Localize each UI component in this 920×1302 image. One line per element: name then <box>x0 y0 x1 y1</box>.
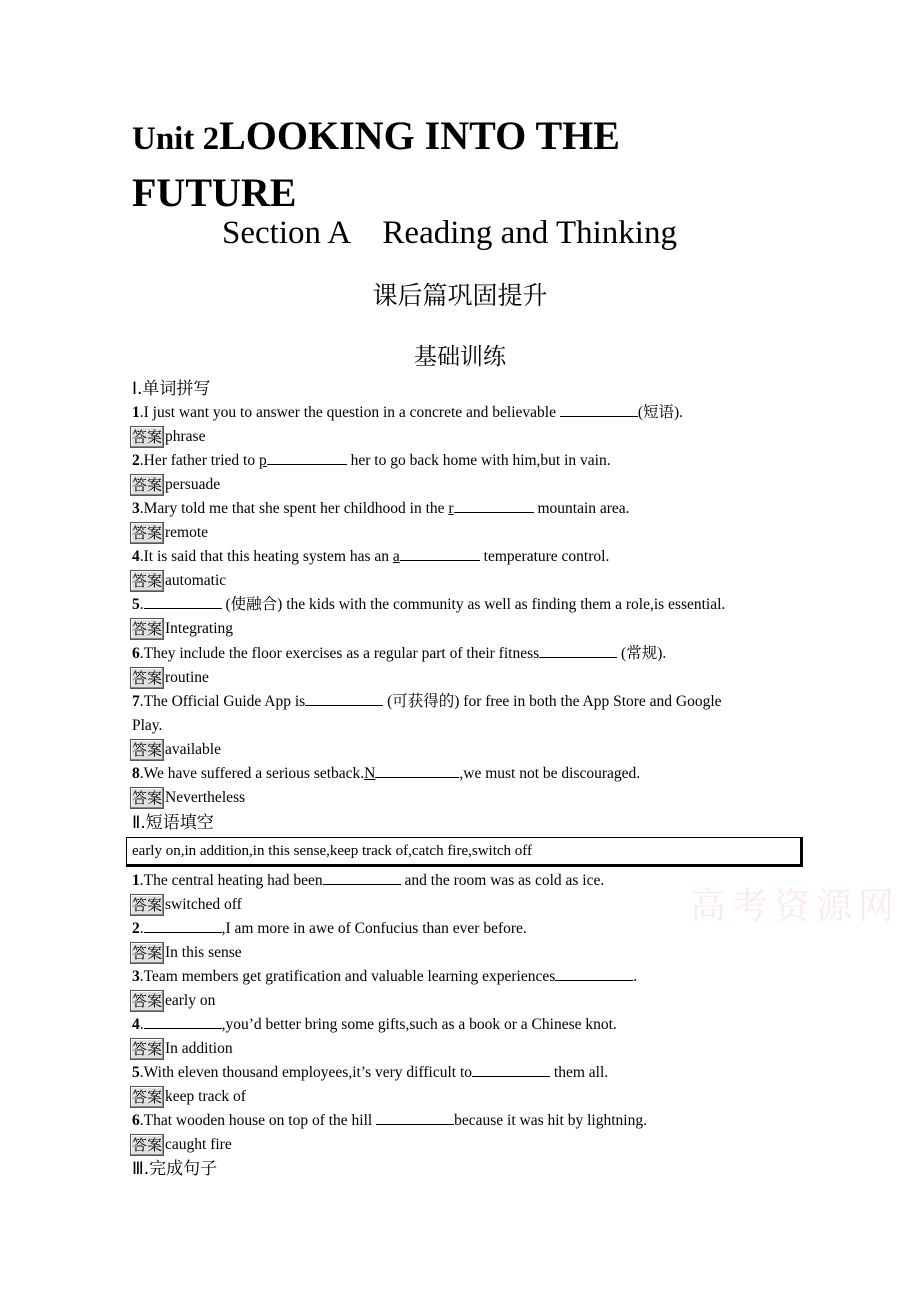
answer-4: 答案 automatic <box>132 572 227 591</box>
answer-5: 答案 Integrating <box>132 620 234 639</box>
answer-blank <box>555 966 633 981</box>
answer-badge[interactable]: 答案 <box>132 789 163 808</box>
section-subtitle: Section A Reading and Thinking <box>222 215 677 251</box>
answer-blank <box>305 691 383 706</box>
phrase-question-4: 4. ,you’d better bring some gifts,such as a book or a Chinese knot. <box>132 1016 617 1033</box>
section-label-spelling: Ⅰ.单词拼写 <box>132 379 211 399</box>
answer-2: 答案 persuade <box>132 476 221 495</box>
answer-blank <box>375 763 459 778</box>
answer-badge[interactable]: 答案 <box>132 524 163 543</box>
answer-badge[interactable]: 答案 <box>132 944 163 963</box>
unit-label: Unit 2 <box>132 121 220 157</box>
question-2: 2.Her father tried to p her to go back home with him,but in vain. <box>132 452 611 469</box>
phrase-question-3: 3.Team members get gratification and valuable learning experiences . <box>132 968 638 985</box>
answer-badge[interactable]: 答案 <box>132 896 163 915</box>
question-5: 5. (使融合) the kids with the community as well as finding them a role,is essential. <box>132 596 726 613</box>
question-6: 6.They include the floor exercises as a regular part of their fitness (常规). <box>132 645 667 662</box>
answer-8: 答案 Nevertheless <box>132 789 246 808</box>
answer-blank <box>560 402 638 417</box>
question-7-continuation: Play. <box>132 717 163 734</box>
answer-1: 答案 phrase <box>132 428 206 447</box>
answer-badge[interactable]: 答案 <box>132 992 163 1011</box>
question-4: 4.It is said that this heating system has an a temperature control. <box>132 548 610 565</box>
unit-title <box>132 112 692 226</box>
answer-badge[interactable]: 答案 <box>132 1088 163 1107</box>
answer-blank <box>144 918 222 933</box>
phrase-question-6: 6.That wooden house on top of the hill because it was hit by lightning. <box>132 1112 647 1129</box>
answer-badge[interactable]: 答案 <box>132 620 163 639</box>
phrase-answer-6: 答案 caught fire <box>132 1136 232 1155</box>
heading-after-class: 课后篇巩固提升 <box>372 281 548 310</box>
answer-blank <box>144 594 222 609</box>
answer-badge[interactable]: 答案 <box>132 572 163 591</box>
answer-blank <box>472 1062 550 1077</box>
question-8: 8.We have suffered a serious setback.N ,we must not be discouraged. <box>132 765 641 782</box>
answer-blank <box>400 546 480 561</box>
answer-badge[interactable]: 答案 <box>132 476 163 495</box>
answer-badge[interactable]: 答案 <box>132 669 163 688</box>
phrase-question-1: 1.The central heating had been and the room was as cold as ice. <box>132 872 605 889</box>
phrase-word-bank: early on,in addition,in this sense,keep track of,catch fire,switch off <box>126 837 803 867</box>
answer-blank <box>376 1110 454 1125</box>
answer-blank <box>454 498 534 513</box>
answer-blank <box>144 1014 222 1029</box>
answer-3: 答案 remote <box>132 524 209 543</box>
answer-6: 答案 routine <box>132 669 209 688</box>
question-3: 3.Mary told me that she spent her childhood in the r mountain area. <box>132 500 630 517</box>
heading-basic-training: 基础训练 <box>414 344 506 370</box>
phrase-answer-3: 答案 early on <box>132 992 216 1011</box>
answer-badge[interactable]: 答案 <box>132 741 163 760</box>
question-1: 1.I just want you to answer the question in a concrete and believable (短语). <box>132 404 684 421</box>
question-7: 7.The Official Guide App is (可获得的) for free in both the App Store and Google <box>132 693 722 710</box>
phrase-answer-4: 答案 In addition <box>132 1040 233 1059</box>
answer-badge[interactable]: 答案 <box>132 1040 163 1059</box>
answer-7: 答案 available <box>132 741 221 760</box>
section-label-complete-sentences: Ⅲ.完成句子 <box>132 1159 218 1179</box>
answer-badge[interactable]: 答案 <box>132 428 163 447</box>
watermark: 高考资源网 <box>690 886 901 927</box>
answer-blank <box>539 643 617 658</box>
phrase-question-2: 2. ,I am more in awe of Confucius than ever before. <box>132 920 527 937</box>
answer-blank <box>323 870 401 885</box>
section-label-phrases: Ⅱ.短语填空 <box>132 813 214 833</box>
phrase-answer-5: 答案 keep track of <box>132 1088 246 1107</box>
phrase-question-5: 5.With eleven thousand employees,it’s very difficult to them all. <box>132 1064 609 1081</box>
phrase-answer-1: 答案 switched off <box>132 896 242 915</box>
phrase-answer-2: 答案 In this sense <box>132 944 242 963</box>
answer-blank <box>267 450 347 465</box>
answer-badge[interactable]: 答案 <box>132 1136 163 1155</box>
unit-title-line1: LOOKING INTO THE <box>219 113 620 158</box>
unit-title-line2: FUTURE <box>132 170 297 215</box>
